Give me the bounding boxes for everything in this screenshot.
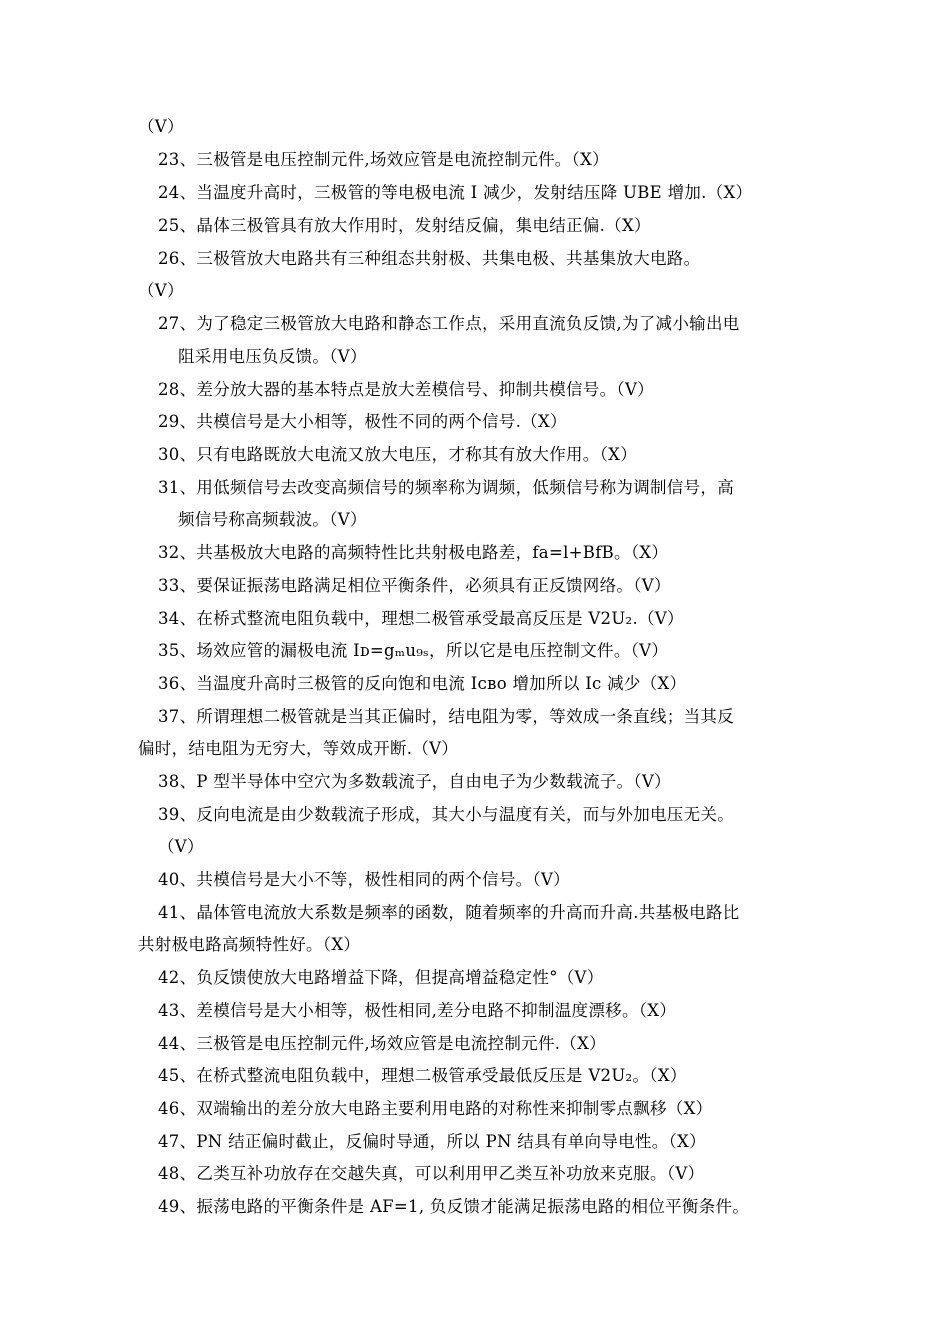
text-line: 30、只有电路既放大电流又放大电压，才称其有放大作用。（X）: [158, 445, 637, 464]
text-line: 43、差模信号是大小相等，极性相同,差分电路不抑制温度漂移。（X）: [158, 1001, 677, 1020]
text-line: （V）: [158, 837, 204, 856]
text-line: 34、在桥式整流电阻负载中，理想二极管承受最高反压是 V2U₂.（V）: [158, 609, 684, 628]
text-line: 47、PN 结正偏时截止，反偏时导通，所以 PN 结具有单向导电性。（X）: [158, 1132, 706, 1151]
text-line: 27、为了稳定三极管放大电路和静态工作点，采用直流负反馈,为了减小输出电: [158, 314, 740, 333]
text-line: （V）: [138, 281, 184, 300]
text-line: 偏时，结电阻为无穷大，等效成开断.（V）: [138, 739, 459, 758]
text-line: 频信号称高频载波。（V）: [178, 510, 367, 529]
text-line: 35、场效应管的漏极电流 Iᴅ=gₘu₉ₛ，所以它是电压控制文件。（V）: [158, 641, 669, 660]
text-line: 25、晶体三极管具有放大作用时，发射结反偏，集电结正偏.（X）: [158, 216, 651, 235]
text-line: 44、三极管是电压控制元件,场效应管是电流控制元件.（X）: [158, 1034, 606, 1053]
text-line: 49、振荡电路的平衡条件是 AF=1, 负反馈才能满足振荡电路的相位平衡条件。: [158, 1197, 750, 1216]
text-line: 41、晶体管电流放大系数是频率的函数，随着频率的升高而升高.共基极电路比: [158, 903, 740, 922]
text-line: 24、当温度升高时，三极管的等电极电流 I 减少，发射结压降 UBE 增加.（X）: [158, 183, 753, 202]
text-line: 39、反向电流是由少数载流子形成，其大小与温度有关，而与外加电压无关。: [158, 805, 734, 824]
text-line: 阻采用电压负反馈。（V）: [178, 347, 367, 366]
text-line: 28、差分放大器的基本特点是放大差模信号、抑制共模信号。（V）: [158, 380, 654, 399]
text-line: 45、在桥式整流电阻负载中，理想二极管承受最低反压是 V2U₂。（X）: [158, 1066, 687, 1085]
text-line: 32、共基极放大电路的高频特性比共射极电路差，fa=l+BfB。（X）: [158, 543, 669, 562]
text-line: 共射极电路高频特性好。（X）: [138, 935, 361, 954]
text-line: 33、要保证振荡电路满足相位平衡条件，必须具有正反馈网络。（V）: [158, 576, 671, 595]
text-line: 46、双端输出的差分放大电路主要利用电路的对称性来抑制零点飘移（X）: [158, 1099, 713, 1118]
text-line: （V）: [138, 117, 184, 136]
text-line: 29、共模信号是大小相等，极性不同的两个信号.（X）: [158, 412, 567, 431]
text-line: 26、三极管放大电路共有三种组态共射极、共集电极、共基集放大电路。: [158, 249, 701, 268]
text-line: 31、用低频信号去改变高频信号的频率称为调频，低频信号称为调制信号，高: [158, 478, 734, 497]
text-line: 36、当温度升高时三极管的反向饱和电流 Iᴄʙᴏ 增加所以 Ic 减少（X）: [158, 674, 687, 693]
text-line: 37、所谓理想二极管就是当其正偏时，结电阻为零，等效成一条直线；当其反: [158, 707, 734, 726]
text-line: 40、共模信号是大小不等，极性相同的两个信号。（V）: [158, 870, 570, 889]
text-line: 42、负反馈使放大电路增益下降，但提高增益稳定性°（V）: [158, 968, 604, 987]
text-line: 48、乙类互补功放存在交越失真，可以利用甲乙类互补功放来克服。（V）: [158, 1164, 705, 1183]
text-line: 38、P 型半导体中空穴为多数载流子，自由电子为少数载流子。（V）: [158, 772, 671, 791]
text-line: 23、三极管是电压控制元件,场效应管是电流控制元件。（X）: [158, 150, 609, 169]
